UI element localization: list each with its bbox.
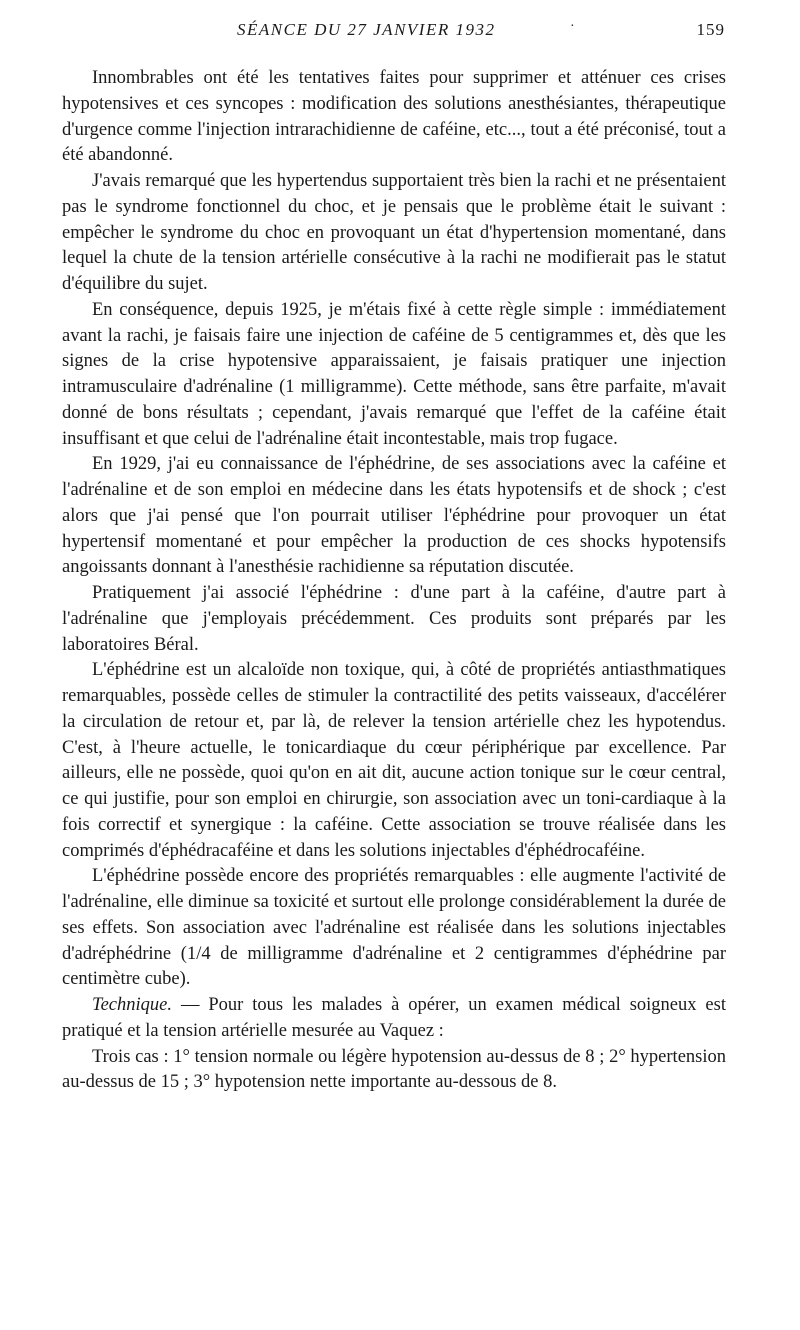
technique-text: — Pour tous les malades à opérer, un examen médical soigneux est pratiqué et la tension artérielle mesurée au Vaquez : xyxy=(62,995,726,1041)
paragraph-5: Pratiquement j'ai associé l'éphédrine : d'une part à la caféine, d'autre part à l'adrénaline que j'employais précédemment. Ces produits sont préparés par les laboratoires Béral. xyxy=(62,583,726,655)
technique-lead: Technique. xyxy=(92,995,172,1015)
paragraph-9: Trois cas : 1° tension normale ou légère hypotension au-dessus de 8 ; 2° hypertension au-dessus de 15 ; 3° hypotension nette importante au-dessous de 8. xyxy=(62,1046,726,1093)
body-text xyxy=(62,66,726,1096)
paragraph-6: L'éphédrine est un alcaloïde non toxique, qui, à côté de propriétés antiasthmatiques remarquables, possède celles de stimuler la contractilité des petits vaisseaux, d'accélérer la circulation de retour et, par là, de relever la tension artérielle chez les hypotendus. C'est, à l'heure actuelle, le tonicardiaque du cœur périphérique par excellence. Par ailleurs, elle ne possède, quoi qu'on en ait dit, aucune action tonique sur le cœur central, ce qui justifie, pour son emploi en chirurgie, son association avec un toni-cardiaque à la fois correctif et synergique : la caféine. Cette association se trouve réalisée dans les comprimés d'éphédracaféine et dans les solutions injectables d'éphédrocaféine. xyxy=(62,660,726,861)
paragraph-1: Innombrables ont été les tentatives faites pour supprimer et atténuer ces crises hypotensives et ces syncopes : modification des solutions anesthésiantes, thérapeutique d'urgence comme l'injection intrarachidienne de caféine, etc..., tout a été préconisé, tout a été abandonné. xyxy=(62,68,726,166)
paragraph-4: En 1929, j'ai eu connaissance de l'éphédrine, de ses associations avec la caféine et l'adrénaline et de son emploi en médecine dans les états hypotensifs et de shock ; c'est alors que j'ai pensé que l'on pourrait utiliser l'éphédrine pour provoquer un état hypertensif momentané et pour empêcher la production de ces shocks hypotensifs angoissants donnant à l'anesthésie rachidienne sa réputation discutée. xyxy=(62,454,726,578)
paragraph-7: L'éphédrine possède encore des propriétés remarquables : elle augmente l'activité de l'adrénaline, elle diminue sa toxicité et surtout elle prolonge considérablement la durée de ses effets. Son association avec l'adrénaline est réalisée dans les solutions injectables d'adréphédrine (1/4 de milligramme d'adrénaline et 2 centigrammes d'éphédrine par centimètre cube). xyxy=(62,866,726,990)
running-header xyxy=(62,20,725,44)
paragraph-technique xyxy=(62,993,726,1045)
page-number: 159 xyxy=(696,20,725,39)
paragraph-2: J'avais remarqué que les hypertendus supportaient très bien la rachi et ne présentaient pas le syndrome fonctionnel du choc, et je pensais que le problème était le suivant : empêcher le syndrome du choc en provoquant un état d'hypertension momentané, dans lequel la chute de la tension artérielle consécutive à la rachi ne modifierait pas le statut d'équilibre du sujet. xyxy=(62,171,726,294)
paragraph-3: En conséquence, depuis 1925, je m'étais fixé à cette règle simple : immédiatement avant la rachi, je faisais faire une injection de caféine de 5 centigrammes et, dès que les signes de la crise hypotensive apparaissaient, je faisais pratiquer une injection intramusculaire d'adrénaline (1 milligramme). Cette méthode, sans être parfaite, m'avait donné de bons résultats ; cependant, j'avais remarqué que l'effet de la caféine était insuffisant et que celui de l'adrénaline était incontestable, mais trop fugace. xyxy=(62,299,726,449)
running-head-title: SÉANCE DU 27 JANVIER 1932 xyxy=(237,20,496,39)
header-dot: · xyxy=(570,19,576,34)
